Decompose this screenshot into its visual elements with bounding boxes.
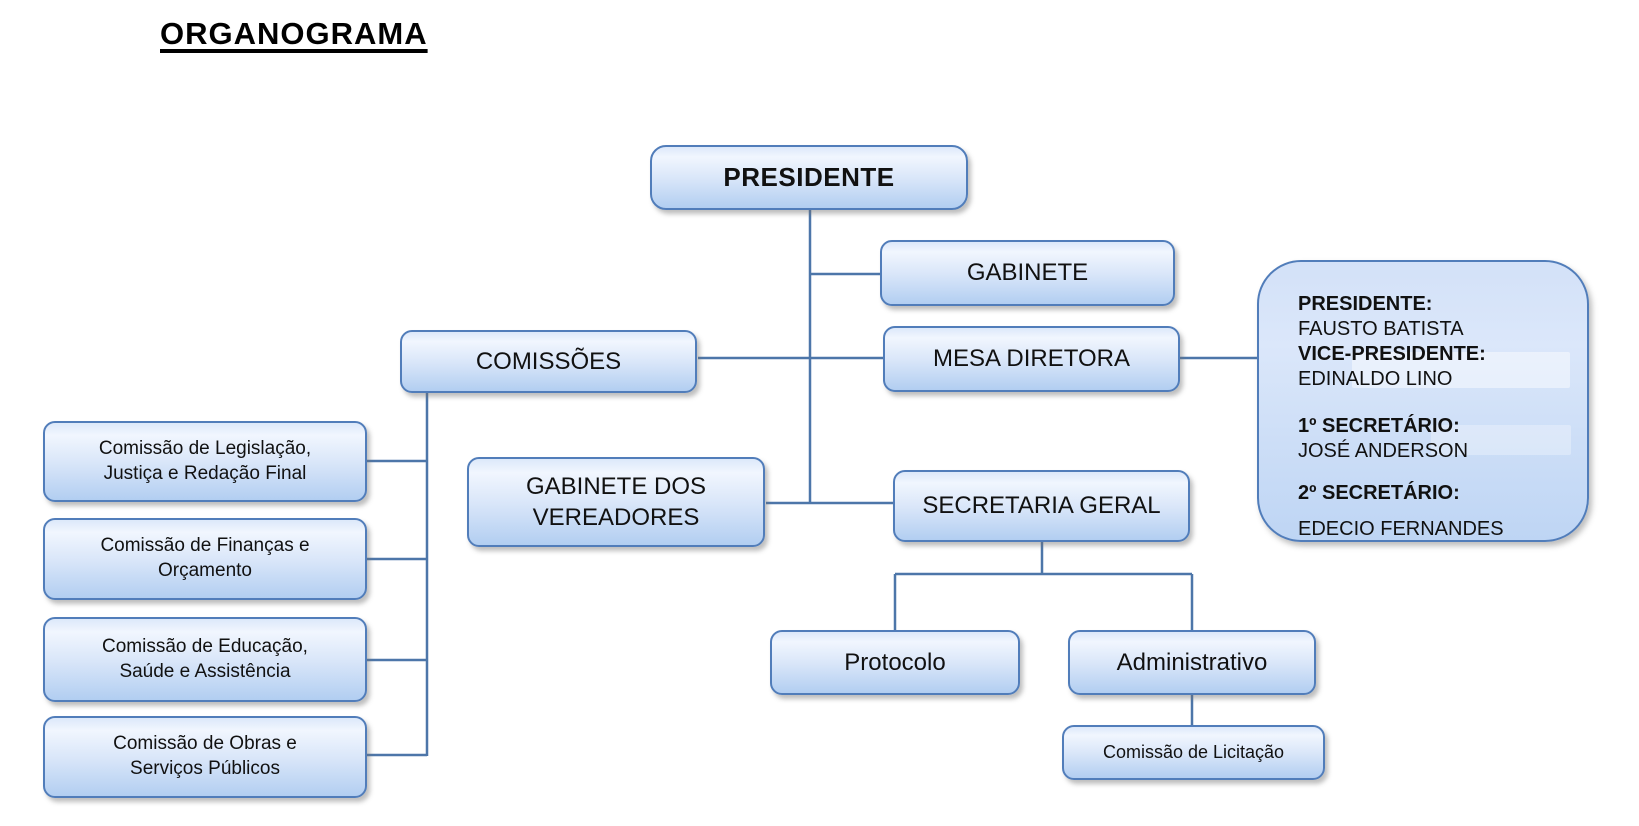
node-secretaria-geral: SECRETARIA GERAL — [893, 470, 1190, 542]
panel-name-vice-presidente: EDINALDO LINO — [1298, 368, 1453, 390]
node-protocolo: Protocolo — [770, 630, 1020, 695]
panel-name-2-secretario: EDECIO FERNANDES — [1298, 518, 1504, 540]
mesa-diretora-members-panel — [1257, 260, 1589, 542]
node-administrativo: Administrativo — [1068, 630, 1316, 695]
node-comissao-legislacao: Comissão de Legislação, Justiça e Redação Final — [43, 421, 367, 502]
node-comissao-financas: Comissão de Finanças e Orçamento — [43, 518, 367, 600]
panel-role-vice-presidente: VICE-PRESIDENTE: — [1298, 343, 1486, 365]
node-comissao-licitacao: Comissão de Licitação — [1062, 725, 1325, 780]
node-comissoes: COMISSÕES — [400, 330, 697, 393]
panel-role-1-secretario: 1º SECRETÁRIO: — [1298, 415, 1460, 437]
page-title: ORGANOGRAMA — [160, 16, 428, 51]
panel-name-presidente: FAUSTO BATISTA — [1298, 318, 1464, 340]
panel-role-presidente: PRESIDENTE: — [1298, 293, 1433, 315]
node-gabinete-vereadores: GABINETE DOS VEREADORES — [467, 457, 765, 547]
node-comissao-obras: Comissão de Obras e Serviços Públicos — [43, 716, 367, 798]
node-presidente: PRESIDENTE — [650, 145, 968, 210]
panel-name-1-secretario: JOSÉ ANDERSON — [1298, 440, 1469, 462]
node-gabinete: GABINETE — [880, 240, 1175, 306]
node-mesa-diretora: MESA DIRETORA — [883, 326, 1180, 392]
panel-role-2-secretario: 2º SECRETÁRIO: — [1298, 482, 1460, 504]
node-comissao-educacao: Comissão de Educação, Saúde e Assistência — [43, 617, 367, 702]
